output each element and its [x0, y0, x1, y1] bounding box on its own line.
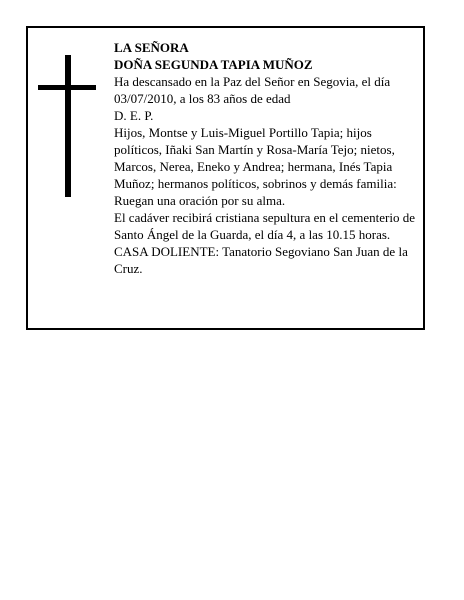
heading-title: LA SEÑORA [114, 40, 189, 55]
dep-text: D. E. P. [114, 108, 154, 123]
cross-vertical-bar [65, 55, 71, 197]
rest-announcement: Ha descansado en la Paz del Señor en Segovia, el día 03/07/2010, a los 83 años de edad [114, 74, 391, 106]
funeral-home-text: CASA DOLIENTE: Tanatorio Segoviano San Juan de la Cruz. [114, 244, 408, 276]
family-text: Hijos, Montse y Luis-Miguel Portillo Tapia; hijos políticos, Iñaki San Martín y Rosa-María Tejo; nietos, Marcos, Nerea, Eneko y Andrea; hermana, Inés Tapia Muñoz; hermanos políticos, sobrinos y demás familia: [114, 125, 397, 191]
deceased-name: DOÑA SEGUNDA TAPIA MUÑOZ [114, 57, 313, 72]
cross-icon [38, 55, 96, 197]
burial-text: El cadáver recibirá cristiana sepultura en el cementerio de Santo Ángel de la Guarda, el día 4, a las 10.15 horas. [114, 210, 416, 242]
obituary-notice [26, 26, 425, 330]
obituary-text [114, 39, 420, 277]
cross-horizontal-bar [38, 85, 96, 90]
prayer-text: Ruegan una oración por su alma. [114, 193, 286, 208]
